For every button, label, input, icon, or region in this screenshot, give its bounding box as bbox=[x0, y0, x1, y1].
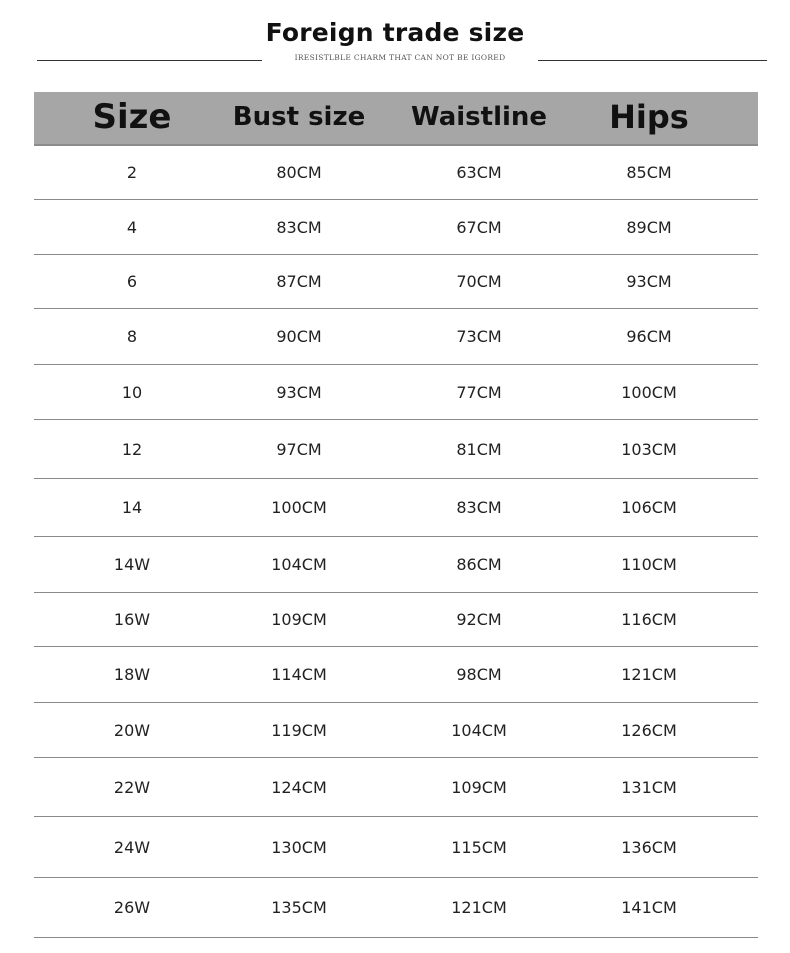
header-size: Size bbox=[92, 97, 172, 137]
size-cell: 24W bbox=[113, 837, 151, 857]
table-header bbox=[34, 92, 758, 146]
bust-cell: 104CM bbox=[271, 555, 327, 574]
table-row bbox=[34, 146, 758, 200]
size-cell: 8 bbox=[126, 327, 138, 346]
header-bust-size: Bust size bbox=[232, 102, 366, 132]
waist-cell: 83CM bbox=[456, 498, 502, 517]
table-row bbox=[34, 309, 758, 365]
table-row bbox=[34, 537, 758, 593]
subtitle-divider-right bbox=[538, 60, 767, 61]
subtitle-divider-left bbox=[37, 60, 262, 61]
size-cell: 10 bbox=[121, 382, 143, 402]
bust-cell: 80CM bbox=[276, 163, 322, 182]
table-row bbox=[34, 200, 758, 255]
size-cell: 12 bbox=[121, 439, 143, 459]
size-cell: 20W bbox=[113, 720, 151, 740]
hips-cell: 141CM bbox=[621, 898, 677, 917]
size-cell: 26W bbox=[113, 898, 151, 917]
table-row bbox=[34, 420, 758, 479]
hips-cell: 100CM bbox=[621, 382, 677, 402]
hips-cell: 96CM bbox=[626, 327, 672, 346]
table-row bbox=[34, 365, 758, 420]
table-row bbox=[34, 703, 758, 758]
hips-cell: 106CM bbox=[621, 498, 677, 517]
bust-cell: 109CM bbox=[271, 610, 327, 629]
table-row bbox=[34, 647, 758, 703]
waist-cell: 77CM bbox=[456, 382, 502, 402]
size-cell: 4 bbox=[126, 217, 138, 237]
bust-cell: 130CM bbox=[271, 837, 327, 857]
page-title: Foreign trade size bbox=[265, 18, 525, 47]
waist-cell: 67CM bbox=[456, 217, 502, 237]
table-row bbox=[34, 878, 758, 938]
hips-cell: 89CM bbox=[626, 217, 672, 237]
size-table bbox=[34, 92, 758, 938]
size-cell: 2 bbox=[126, 163, 138, 182]
subtitle-row bbox=[37, 52, 767, 68]
waist-cell: 104CM bbox=[451, 720, 507, 740]
bust-cell: 83CM bbox=[276, 217, 322, 237]
hips-cell: 103CM bbox=[621, 439, 677, 459]
table-row bbox=[34, 479, 758, 537]
hips-cell: 93CM bbox=[626, 272, 672, 291]
waist-cell: 63CM bbox=[456, 163, 502, 182]
waist-cell: 92CM bbox=[456, 610, 502, 629]
bust-cell: 114CM bbox=[271, 665, 327, 684]
table-row bbox=[34, 817, 758, 878]
bust-cell: 97CM bbox=[276, 439, 322, 459]
bust-cell: 87CM bbox=[276, 272, 322, 291]
size-cell: 14 bbox=[121, 498, 143, 517]
bust-cell: 119CM bbox=[271, 720, 327, 740]
hips-cell: 136CM bbox=[621, 837, 677, 857]
bust-cell: 93CM bbox=[276, 382, 322, 402]
table-row bbox=[34, 758, 758, 817]
subtitle: IRESISTLBLE CHARM THAT CAN NOT BE IGORED bbox=[294, 53, 506, 62]
waist-cell: 115CM bbox=[451, 837, 507, 857]
header-waistline: Waistline bbox=[410, 102, 548, 132]
size-cell: 14W bbox=[113, 555, 151, 574]
bust-cell: 90CM bbox=[276, 327, 322, 346]
bust-cell: 135CM bbox=[271, 898, 327, 917]
size-cell: 18W bbox=[113, 665, 151, 684]
header-hips: Hips bbox=[609, 98, 689, 136]
size-cell: 22W bbox=[113, 777, 151, 797]
hips-cell: 131CM bbox=[621, 777, 677, 797]
bust-cell: 100CM bbox=[271, 498, 327, 517]
waist-cell: 98CM bbox=[456, 665, 502, 684]
hips-cell: 126CM bbox=[621, 720, 677, 740]
bust-cell: 124CM bbox=[271, 777, 327, 797]
table-body bbox=[34, 146, 758, 938]
waist-cell: 109CM bbox=[451, 777, 507, 797]
waist-cell: 86CM bbox=[456, 555, 502, 574]
table-row bbox=[34, 255, 758, 309]
size-cell: 6 bbox=[126, 272, 138, 291]
waist-cell: 70CM bbox=[456, 272, 502, 291]
size-cell: 16W bbox=[113, 610, 151, 629]
table-row bbox=[34, 593, 758, 647]
hips-cell: 110CM bbox=[621, 555, 677, 574]
hips-cell: 116CM bbox=[621, 610, 677, 629]
waist-cell: 81CM bbox=[456, 439, 502, 459]
waist-cell: 121CM bbox=[451, 898, 507, 917]
waist-cell: 73CM bbox=[456, 327, 502, 346]
hips-cell: 85CM bbox=[626, 163, 672, 182]
hips-cell: 121CM bbox=[621, 665, 677, 684]
